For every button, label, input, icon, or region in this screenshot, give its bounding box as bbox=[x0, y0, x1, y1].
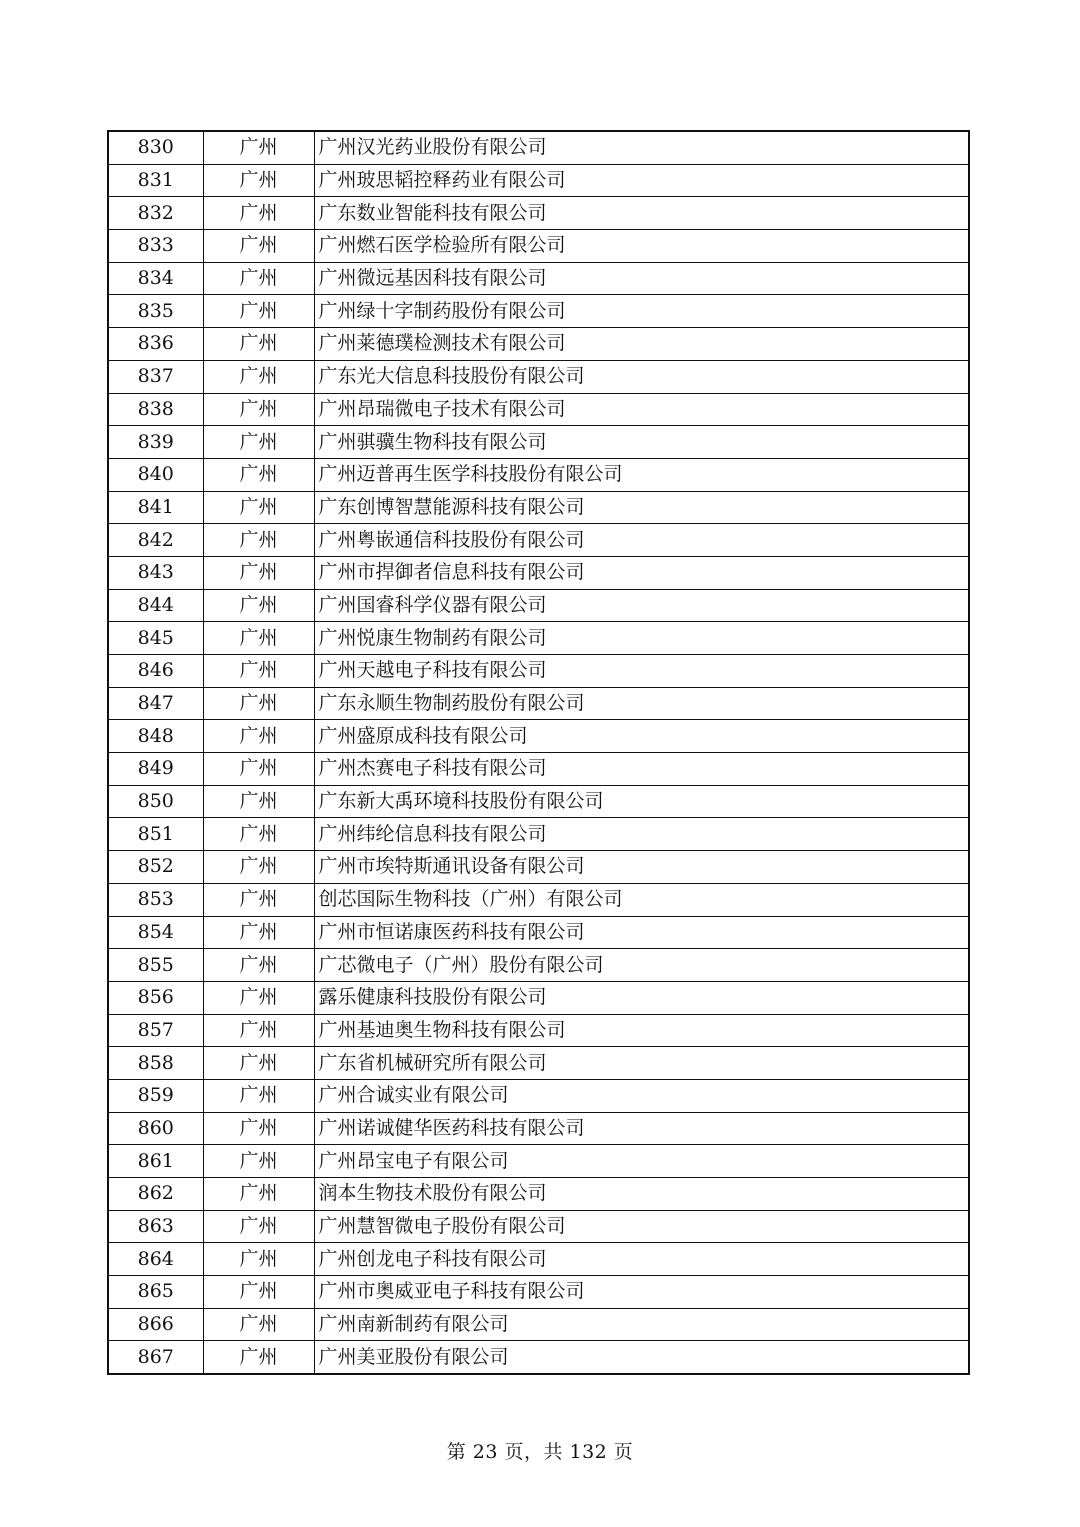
city-cell: 广州 bbox=[203, 1145, 314, 1178]
row-number-cell: 846 bbox=[108, 655, 203, 688]
company-table-body bbox=[108, 131, 969, 1374]
row-number-cell: 863 bbox=[108, 1210, 203, 1243]
row-number-cell: 853 bbox=[108, 883, 203, 916]
table-row bbox=[108, 753, 969, 786]
city-cell: 广州 bbox=[203, 1243, 314, 1276]
city-cell: 广州 bbox=[203, 426, 314, 459]
company-name-cell: 广州微远基因科技有限公司 bbox=[314, 262, 969, 295]
city-cell: 广州 bbox=[203, 556, 314, 589]
company-name-cell: 广州天越电子科技有限公司 bbox=[314, 655, 969, 688]
table-row bbox=[108, 1341, 969, 1374]
city-cell: 广州 bbox=[203, 981, 314, 1014]
city-cell: 广州 bbox=[203, 1047, 314, 1080]
city-cell: 广州 bbox=[203, 458, 314, 491]
row-number-cell: 850 bbox=[108, 785, 203, 818]
city-cell: 广州 bbox=[203, 687, 314, 720]
company-name-cell: 广东创博智慧能源科技有限公司 bbox=[314, 491, 969, 524]
company-name-cell: 广州创龙电子科技有限公司 bbox=[314, 1243, 969, 1276]
row-number-cell: 833 bbox=[108, 230, 203, 263]
city-cell: 广州 bbox=[203, 1210, 314, 1243]
city-cell: 广州 bbox=[203, 851, 314, 884]
company-name-cell: 广州汉光药业股份有限公司 bbox=[314, 131, 969, 164]
company-name-cell: 广州玻思韬控释药业有限公司 bbox=[314, 164, 969, 197]
row-number-cell: 861 bbox=[108, 1145, 203, 1178]
table-row bbox=[108, 262, 969, 295]
city-cell: 广州 bbox=[203, 1112, 314, 1145]
city-cell: 广州 bbox=[203, 393, 314, 426]
row-number-cell: 866 bbox=[108, 1308, 203, 1341]
city-cell: 广州 bbox=[203, 197, 314, 230]
city-cell: 广州 bbox=[203, 230, 314, 263]
table-row bbox=[108, 360, 969, 393]
table-row bbox=[108, 655, 969, 688]
row-number-cell: 834 bbox=[108, 262, 203, 295]
company-name-cell: 广州杰赛电子科技有限公司 bbox=[314, 753, 969, 786]
row-number-cell: 862 bbox=[108, 1178, 203, 1211]
company-name-cell: 广州国睿科学仪器有限公司 bbox=[314, 589, 969, 622]
company-name-cell: 广州昂瑞微电子技术有限公司 bbox=[314, 393, 969, 426]
row-number-cell: 858 bbox=[108, 1047, 203, 1080]
company-name-cell: 广州慧智微电子股份有限公司 bbox=[314, 1210, 969, 1243]
table-row bbox=[108, 458, 969, 491]
company-name-cell: 广州美亚股份有限公司 bbox=[314, 1341, 969, 1374]
company-name-cell: 广州燃石医学检验所有限公司 bbox=[314, 230, 969, 263]
row-number-cell: 864 bbox=[108, 1243, 203, 1276]
company-name-cell: 广州基迪奥生物科技有限公司 bbox=[314, 1014, 969, 1047]
row-number-cell: 859 bbox=[108, 1079, 203, 1112]
company-name-cell: 广州骐骥生物科技有限公司 bbox=[314, 426, 969, 459]
table-row bbox=[108, 1308, 969, 1341]
table-row bbox=[108, 785, 969, 818]
page-footer: 第 23 页，共 132 页 bbox=[446, 1441, 634, 1463]
city-cell: 广州 bbox=[203, 622, 314, 655]
row-number-cell: 841 bbox=[108, 491, 203, 524]
company-name-cell: 润本生物技术股份有限公司 bbox=[314, 1178, 969, 1211]
company-name-cell: 广东省机械研究所有限公司 bbox=[314, 1047, 969, 1080]
row-number-cell: 832 bbox=[108, 197, 203, 230]
table-row bbox=[108, 197, 969, 230]
row-number-cell: 851 bbox=[108, 818, 203, 851]
company-name-cell: 广州市恒诺康医药科技有限公司 bbox=[314, 916, 969, 949]
city-cell: 广州 bbox=[203, 1079, 314, 1112]
row-number-cell: 836 bbox=[108, 328, 203, 361]
company-name-cell: 广州迈普再生医学科技股份有限公司 bbox=[314, 458, 969, 491]
city-cell: 广州 bbox=[203, 491, 314, 524]
company-name-cell: 广州莱德璞检测技术有限公司 bbox=[314, 328, 969, 361]
table-row bbox=[108, 524, 969, 557]
row-number-cell: 830 bbox=[108, 131, 203, 164]
table-row bbox=[108, 883, 969, 916]
company-name-cell: 广东永顺生物制药股份有限公司 bbox=[314, 687, 969, 720]
city-cell: 广州 bbox=[203, 916, 314, 949]
company-name-cell: 广东光大信息科技股份有限公司 bbox=[314, 360, 969, 393]
company-name-cell: 广州市捍御者信息科技有限公司 bbox=[314, 556, 969, 589]
company-table bbox=[107, 130, 970, 1375]
row-number-cell: 865 bbox=[108, 1276, 203, 1309]
table-row bbox=[108, 1079, 969, 1112]
city-cell: 广州 bbox=[203, 164, 314, 197]
row-number-cell: 840 bbox=[108, 458, 203, 491]
city-cell: 广州 bbox=[203, 883, 314, 916]
city-cell: 广州 bbox=[203, 1308, 314, 1341]
row-number-cell: 855 bbox=[108, 949, 203, 982]
company-name-cell: 广州纬纶信息科技有限公司 bbox=[314, 818, 969, 851]
row-number-cell: 843 bbox=[108, 556, 203, 589]
company-name-cell: 广州合诚实业有限公司 bbox=[314, 1079, 969, 1112]
table-row bbox=[108, 1276, 969, 1309]
row-number-cell: 848 bbox=[108, 720, 203, 753]
table-row bbox=[108, 1014, 969, 1047]
table-row bbox=[108, 393, 969, 426]
city-cell: 广州 bbox=[203, 262, 314, 295]
company-name-cell: 广州市埃特斯通讯设备有限公司 bbox=[314, 851, 969, 884]
row-number-cell: 838 bbox=[108, 393, 203, 426]
row-number-cell: 845 bbox=[108, 622, 203, 655]
table-row bbox=[108, 426, 969, 459]
row-number-cell: 856 bbox=[108, 981, 203, 1014]
city-cell: 广州 bbox=[203, 524, 314, 557]
city-cell: 广州 bbox=[203, 655, 314, 688]
city-cell: 广州 bbox=[203, 753, 314, 786]
row-number-cell: 839 bbox=[108, 426, 203, 459]
city-cell: 广州 bbox=[203, 785, 314, 818]
city-cell: 广州 bbox=[203, 1178, 314, 1211]
company-name-cell: 广州市奥威亚电子科技有限公司 bbox=[314, 1276, 969, 1309]
row-number-cell: 854 bbox=[108, 916, 203, 949]
company-name-cell: 广州粤嵌通信科技股份有限公司 bbox=[314, 524, 969, 557]
city-cell: 广州 bbox=[203, 295, 314, 328]
row-number-cell: 837 bbox=[108, 360, 203, 393]
table-row bbox=[108, 556, 969, 589]
row-number-cell: 849 bbox=[108, 753, 203, 786]
company-name-cell: 创芯国际生物科技（广州）有限公司 bbox=[314, 883, 969, 916]
row-number-cell: 847 bbox=[108, 687, 203, 720]
company-name-cell: 广芯微电子（广州）股份有限公司 bbox=[314, 949, 969, 982]
table-row bbox=[108, 1243, 969, 1276]
row-number-cell: 842 bbox=[108, 524, 203, 557]
company-name-cell: 广州绿十字制药股份有限公司 bbox=[314, 295, 969, 328]
row-number-cell: 831 bbox=[108, 164, 203, 197]
city-cell: 广州 bbox=[203, 818, 314, 851]
row-number-cell: 835 bbox=[108, 295, 203, 328]
table-row bbox=[108, 131, 969, 164]
company-name-cell: 广州悦康生物制药有限公司 bbox=[314, 622, 969, 655]
row-number-cell: 852 bbox=[108, 851, 203, 884]
city-cell: 广州 bbox=[203, 949, 314, 982]
city-cell: 广州 bbox=[203, 1014, 314, 1047]
table-row bbox=[108, 589, 969, 622]
company-name-cell: 广州昂宝电子有限公司 bbox=[314, 1145, 969, 1178]
city-cell: 广州 bbox=[203, 328, 314, 361]
table-row bbox=[108, 851, 969, 884]
row-number-cell: 844 bbox=[108, 589, 203, 622]
table-row bbox=[108, 1210, 969, 1243]
table-row bbox=[108, 164, 969, 197]
table-row bbox=[108, 916, 969, 949]
table-row bbox=[108, 1047, 969, 1080]
row-number-cell: 867 bbox=[108, 1341, 203, 1374]
table-row bbox=[108, 622, 969, 655]
table-row bbox=[108, 981, 969, 1014]
table-row bbox=[108, 295, 969, 328]
row-number-cell: 860 bbox=[108, 1112, 203, 1145]
city-cell: 广州 bbox=[203, 1341, 314, 1374]
row-number-cell: 857 bbox=[108, 1014, 203, 1047]
table-row bbox=[108, 1178, 969, 1211]
city-cell: 广州 bbox=[203, 1276, 314, 1309]
table-row bbox=[108, 818, 969, 851]
table-row bbox=[108, 949, 969, 982]
company-name-cell: 露乐健康科技股份有限公司 bbox=[314, 981, 969, 1014]
city-cell: 广州 bbox=[203, 131, 314, 164]
table-row bbox=[108, 328, 969, 361]
company-name-cell: 广东新大禹环境科技股份有限公司 bbox=[314, 785, 969, 818]
company-name-cell: 广州南新制药有限公司 bbox=[314, 1308, 969, 1341]
city-cell: 广州 bbox=[203, 360, 314, 393]
city-cell: 广州 bbox=[203, 589, 314, 622]
table-row bbox=[108, 720, 969, 753]
table-row bbox=[108, 491, 969, 524]
company-name-cell: 广东数业智能科技有限公司 bbox=[314, 197, 969, 230]
table-row bbox=[108, 687, 969, 720]
table-row bbox=[108, 1145, 969, 1178]
company-name-cell: 广州诺诚健华医药科技有限公司 bbox=[314, 1112, 969, 1145]
table-row bbox=[108, 230, 969, 263]
table-row bbox=[108, 1112, 969, 1145]
company-name-cell: 广州盛原成科技有限公司 bbox=[314, 720, 969, 753]
city-cell: 广州 bbox=[203, 720, 314, 753]
